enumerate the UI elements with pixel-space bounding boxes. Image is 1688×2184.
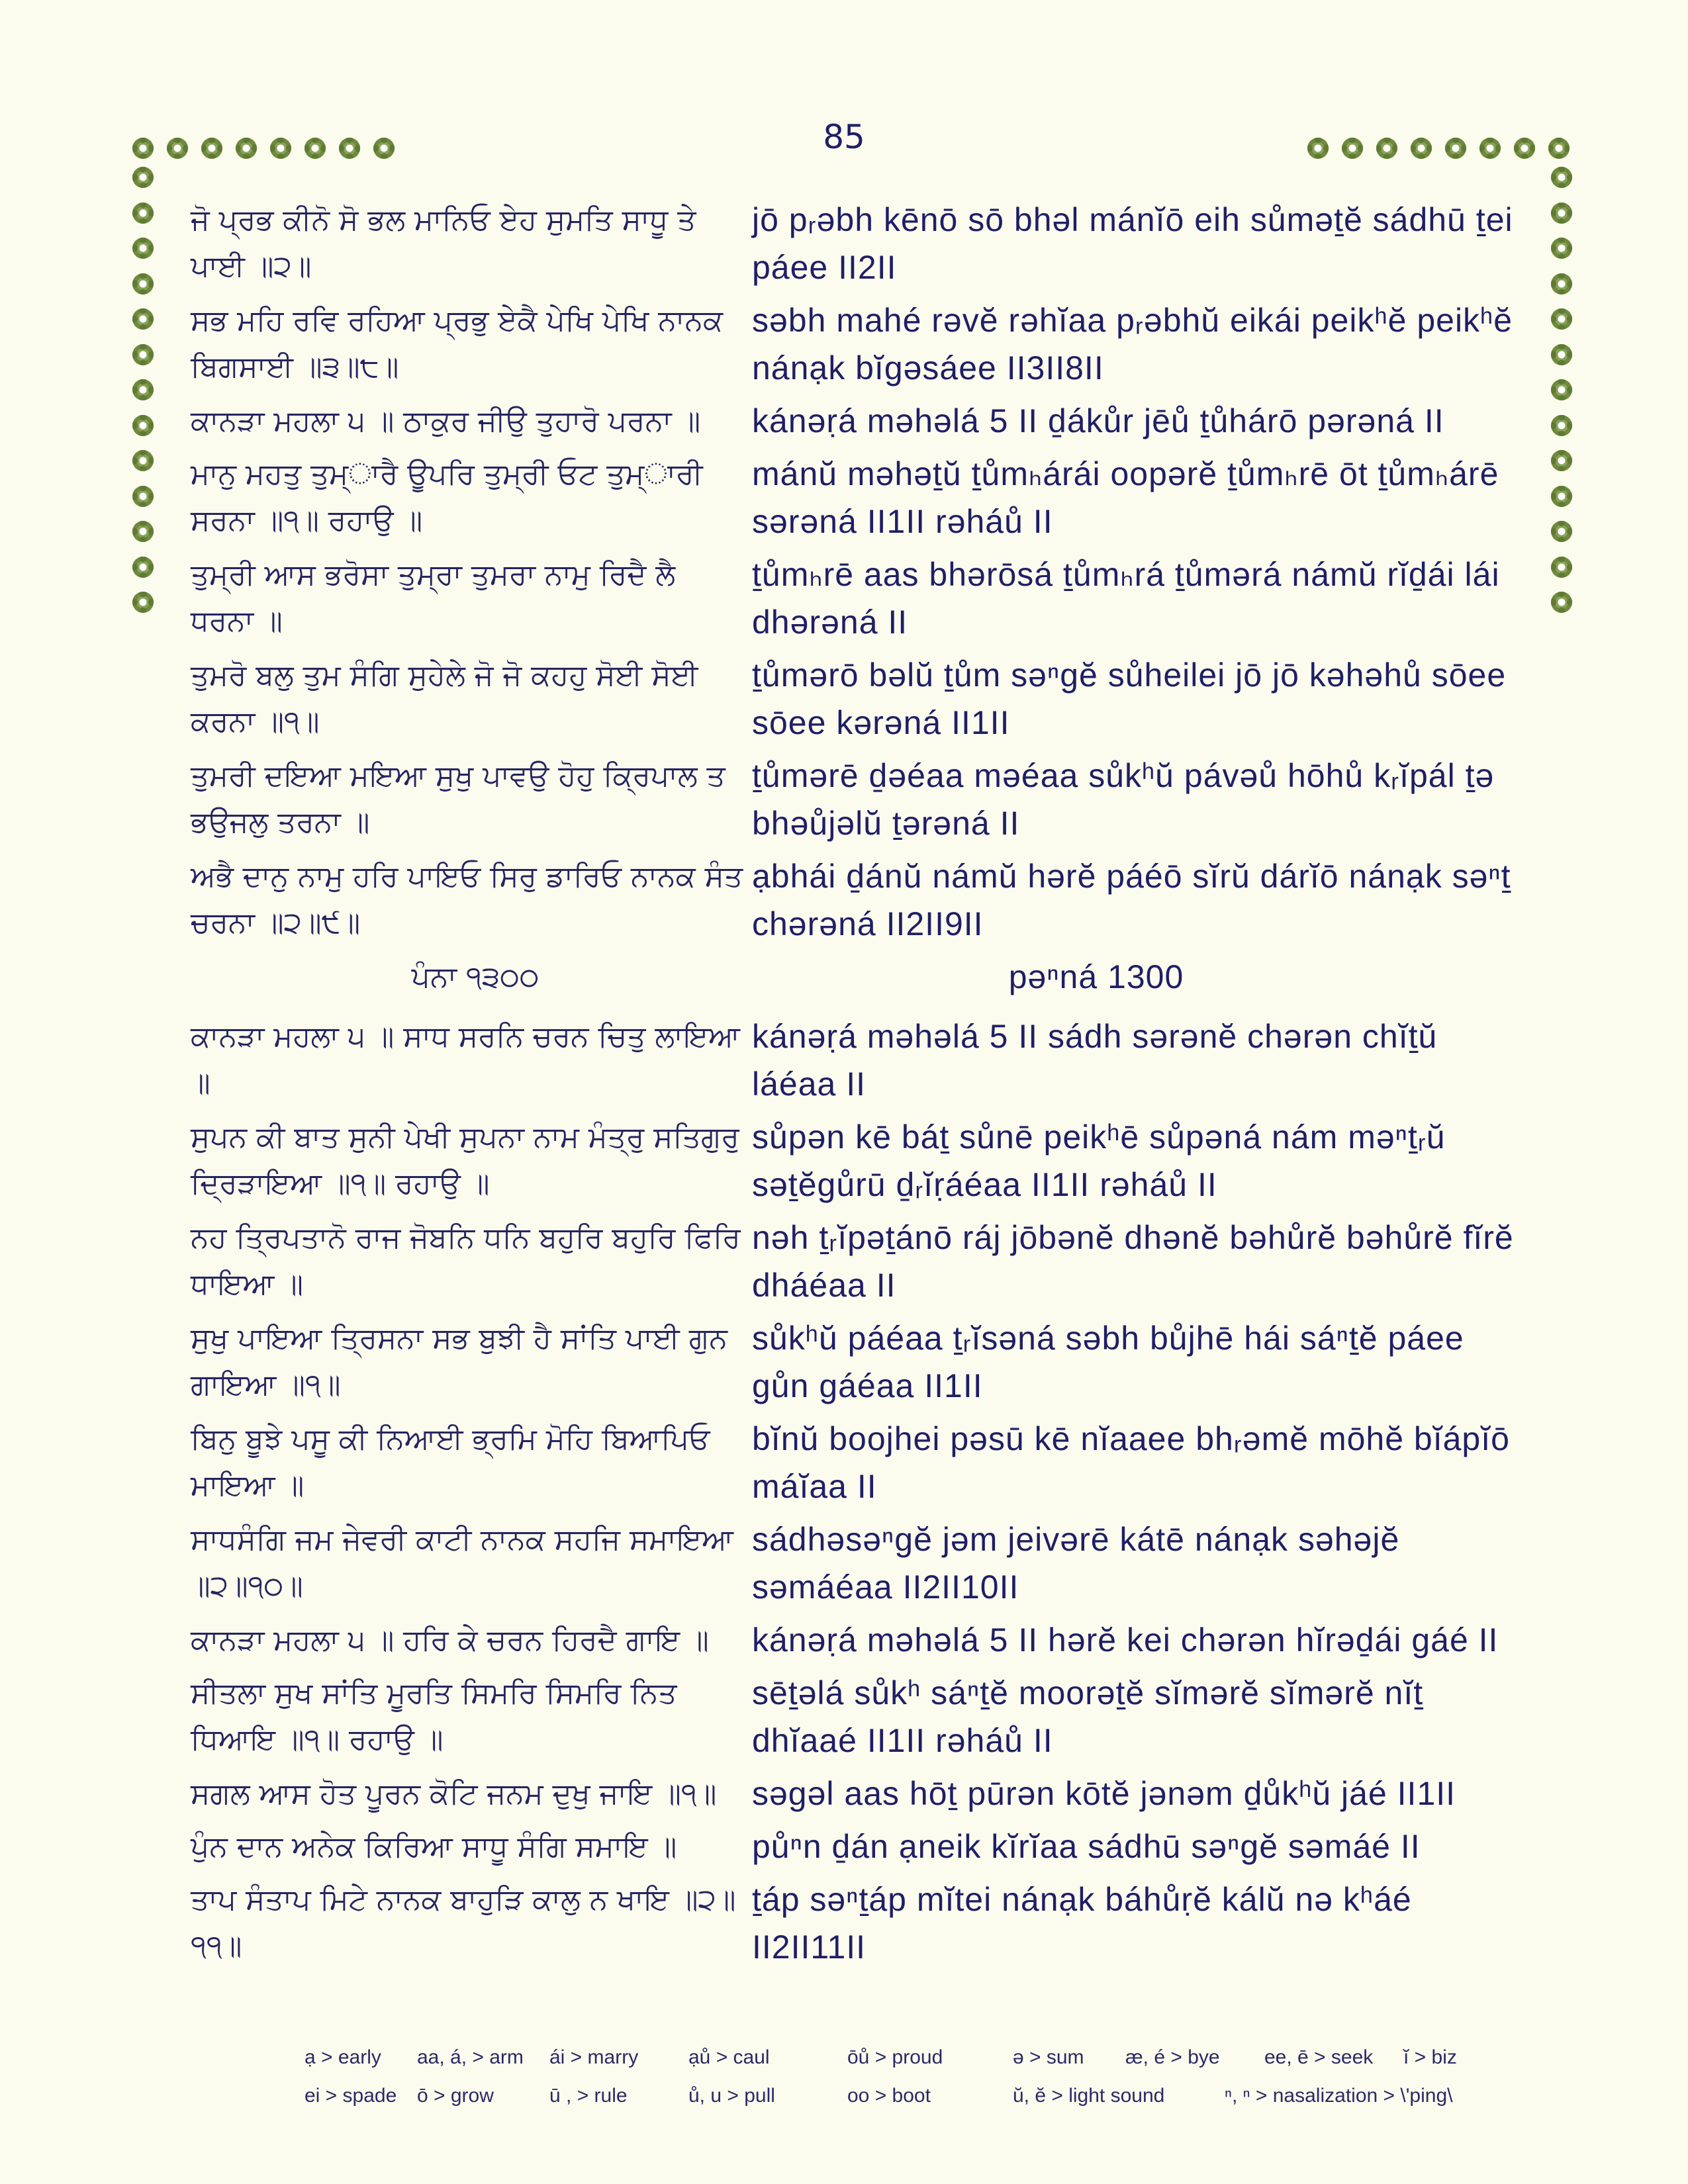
verse-transliteration: kánəṛá məhəlá 5 II ḏákůr jēů ṯůhárō pərəná II [752,402,1444,439]
flower-ornament-icon [1514,138,1535,159]
verse-row [191,551,1528,646]
flower-ornament-icon [270,138,291,159]
verse-gurmukhi: ਤਾਪ ਸੰਤਾਪ ਮਿਟੇ ਨਾਨਕ ਬਾਹੁੜਿ ਕਾਲੁ ਨ ਖਾਇ ॥੨॥੧੧॥ [191,1883,736,1963]
verse-row [191,1516,1528,1611]
verse-content [191,196,1528,1976]
ornament-right-column [1551,167,1572,613]
flower-ornament-icon [1551,450,1572,471]
verse-transliteration: kánəṛá məhəlá 5 II sádh sərənĕ chərən chĭṯŭ láéaa II [752,1018,1438,1103]
page-marker-translit: pəⁿná 1300 [1008,958,1184,995]
flower-ornament-icon [132,415,154,436]
verse-gurmukhi: ਬਿਨੁ ਬੂਝੇ ਪਸੂ ਕੀ ਨਿਆਈ ਭ੍ਰਮਿ ਮੋਹਿ ਬਿਆਪਿਓ ਮਾਇਆ ॥ [191,1422,710,1502]
flower-ornament-icon [132,344,154,365]
verse-transliteration: sádhəsəⁿgĕ jəm jeivərē kátē nánạk səhəjĕ səmáéaa II2II10II [752,1521,1400,1606]
legend-item: ō > grow [417,2085,494,2107]
verse-row [191,450,1528,545]
flower-ornament-icon [236,138,257,159]
flower-ornament-icon [132,486,154,507]
flower-ornament-icon [1551,308,1572,330]
verse-row [191,651,1528,747]
verse-gurmukhi: ਪੁੰਨ ਦਾਨ ਅਨੇਕ ਕਿਰਿਆ ਸਾਧੂ ਸੰਗਿ ਸਮਾਇ ॥ [191,1830,677,1864]
verse-gurmukhi: ਸੁਖੁ ਪਾਇਆ ਤ੍ਰਿਸਨਾ ਸਭ ਬੁਝੀ ਹੈ ਸਾਂਤਿ ਪਾਈ ਗੁਨ ਗਾਇਆ ॥੧॥ [191,1322,727,1402]
verse-gurmukhi: ਕਾਨੜਾ ਮਹਲਾ ੫ ॥ ਸਾਧ ਸਰਨਿ ਚਰਨ ਚਿਤੁ ਲਾਇਆ ॥ [191,1020,740,1100]
verse-gurmukhi: ਸਾਧਸੰਗਿ ਜਮ ਜੇਵਰੀ ਕਾਟੀ ਨਾਨਕ ਸਹਜਿ ਸਮਾਇਆ ॥੨॥੧੦॥ [191,1523,733,1603]
verse-transliteration: ṯůmₕrē aas bhərōsá ṯůmₕrá ṯůmərá námŭ rĭḏái lái dhərəná II [752,556,1500,641]
verse-row [191,752,1528,847]
flower-ornament-icon [132,203,154,224]
legend-item: ee, ē > seek [1264,2046,1374,2068]
flower-ornament-icon [1551,238,1572,259]
flower-ornament-icon [132,450,154,471]
flower-ornament-icon [132,592,154,613]
verse-row [191,1415,1528,1510]
verse-transliteration: mánŭ məhəṯŭ ṯůmₕárái oopərĕ ṯůmₕrē ōt ṯůmₕárē sərəná II1II rəháů II [752,455,1499,540]
verse-transliteration: nəh ṯᵣĭpəṯánō ráj jōbənĕ dhənĕ bəhůrĕ bəhůrĕ fĭrĕ dháéaa II [752,1219,1514,1304]
page-marker [191,953,1528,1001]
verse-transliteration: sůkʰŭ páéaa ṯᵣĭsəná səbh bůjhē hái sáⁿṯĕ páee gůn gáéaa II1II [752,1320,1464,1404]
flower-ornament-icon [1551,167,1572,188]
flower-ornament-icon [1551,344,1572,365]
flower-ornament-icon [132,557,154,578]
flower-ornament-icon [132,308,154,330]
flower-ornament-icon [1551,379,1572,400]
legend-item: oo > boot [847,2085,931,2107]
verse-gurmukhi: ਕਾਨੜਾ ਮਹਲਾ ੫ ॥ ਠਾਕੁਰ ਜੀਉ ਤੁਹਾਰੋ ਪਰਨਾ ॥ [191,404,701,438]
legend-item: ei > spade [305,2085,397,2107]
verse-row [191,1113,1528,1208]
verse-gurmukhi: ਨਹ ਤ੍ਰਿਪਤਾਨੋ ਰਾਜ ਜੋਬਨਿ ਧਨਿ ਬਹੁਰਿ ਬਹੁਰਿ ਫਿਰਿ ਧਾਇਆ ॥ [191,1221,741,1301]
verse-transliteration: sēṯəlá sůkʰ sáⁿṯĕ moorəṯĕ sĭmərĕ sĭmərĕ nĭṯ dhĭaaé II1II rəháů II [752,1674,1424,1759]
verse-row [191,296,1528,392]
flower-ornament-icon [1551,273,1572,295]
verse-row [191,1616,1528,1664]
page-marker-gurmukhi: ਪੰਨਾ ੧੩੦੦ [411,960,539,994]
legend-item: aa, á, > arm [417,2046,524,2068]
verse-transliteration: bĭnŭ boojhei pəsū kē nĭaaee bhᵣəmĕ mōhĕ bĭápĭō máĭaa II [752,1420,1510,1505]
verse-gurmukhi: ਸਭ ਮਹਿ ਰਵਿ ਰਹਿਆ ਪ੍ਰਭੁ ਏਕੈ ਪੇਖਿ ਪੇਖਿ ਨਾਨਕ ਬਿਗਸਾਈ ॥੩॥੮॥ [191,304,724,384]
verse-row [191,397,1528,445]
flower-ornament-icon [132,379,154,400]
verse-transliteration: kánəṛá məhəlá 5 II hərĕ kei chərən hĭrəḏái gáé II [752,1621,1499,1659]
verse-transliteration: sůpən kē báṯ sůnē peikʰē sůpəná nám məⁿṯᵣŭ səṯĕgůrū ḏᵣĭṛáéaa II1II rəháů II [752,1118,1446,1203]
verse-transliteration: ạbhái ḏánŭ námŭ hərĕ páéō sĭrŭ dárĭō nánạk səⁿṯ chərəná II2II9II [752,858,1511,942]
flower-ornament-icon [1551,203,1572,224]
legend-item: ĭ > biz [1403,2046,1457,2068]
flower-ornament-icon [1548,138,1570,159]
legend-item: ŭ, ĕ > light sound [1013,2085,1165,2107]
verse-gurmukhi: ਜੋ ਪ੍ਰਭ ਕੀਨੋ ਸੋ ਭਲ ਮਾਨਿਓ ਏਹ ਸੁਮਤਿ ਸਾਧੂ ਤੇ ਪਾਈ ॥੨॥ [191,203,696,283]
legend-item: ạ > early [305,2046,381,2068]
verse-transliteration: səgəl aas hōṯ pūrən kōtĕ jənəm ḏůkʰŭ jáé II1II [752,1775,1456,1812]
legend-item: ōů > proud [847,2046,943,2068]
flower-ornament-icon [1376,138,1397,159]
verse-gurmukhi: ਤੁਮ੍ਰੀ ਆਸ ਭਰੋਸਾ ਤੁਮ੍ਰਾ ਤੁਮਰਾ ਨਾਮੁ ਰਿਦੈ ਲੈ ਧਰਨਾ ॥ [191,558,676,638]
verse-gurmukhi: ਸੀਤਲਾ ਸੁਖ ਸਾਂਤਿ ਮੂਰਤਿ ਸਿਮਰਿ ਸਿਮਰਿ ਨਿਤ ਧਿਆਇ ॥੧॥ ਰਹਾਉ ॥ [191,1676,677,1756]
verse-transliteration: səbh mahé rəvĕ rəhĭaa pᵣəbhŭ eikái peikʰĕ peikʰĕ nánạk bĭgəsáee II3II8II [752,302,1513,387]
flower-ornament-icon [305,138,326,159]
flower-ornament-icon [1342,138,1363,159]
flower-ornament-icon [1551,415,1572,436]
verse-transliteration: ṯůmərē ḏəéaa məéaa sůkʰŭ pávəů hōhů kᵣĭpál ṯə bhəůjəlŭ ṯərəná II [752,757,1495,842]
legend-item: ái > marry [549,2046,639,2068]
verse-row [191,1669,1528,1764]
verse-row [191,1770,1528,1817]
flower-ornament-icon [339,138,360,159]
verse-row [191,1876,1528,1971]
flower-ornament-icon [1551,592,1572,613]
ornament-left-column [132,167,154,613]
legend-row-2 [305,2077,1496,2115]
verse-row [191,1214,1528,1309]
verse-list-bottom [191,1013,1528,1971]
legend-item: ⁿ, ⁿ > nasalization > \'ping\ [1225,2085,1453,2107]
flower-ornament-icon [1551,521,1572,542]
flower-ornament-icon [1479,138,1501,159]
legend-item: ə > sum [1013,2046,1084,2068]
legend-row-1 [305,2038,1496,2077]
verse-row [191,1314,1528,1410]
flower-ornament-icon [132,521,154,542]
verse-list-top [191,196,1528,948]
pronunciation-legend [305,2038,1496,2115]
flower-ornament-icon [132,167,154,188]
verse-gurmukhi: ਸਗਲ ਆਸ ਹੋਤ ਪੂਰਨ ਕੋਟਿ ਜਨਮ ਦੁਖੁ ਜਾਇ ॥੧॥ [191,1777,717,1811]
verse-gurmukhi: ਤੁਮਰੀ ਦਇਆ ਮਇਆ ਸੁਖੁ ਪਾਵਉ ਹੋਹੁ ਕ੍ਰਿਪਾਲ ਤ ਭਉਜਲੁ ਤਰਨਾ ॥ [191,759,726,839]
verse-gurmukhi: ਅਭੈ ਦਾਨੁ ਨਾਮੁ ਹਰਿ ਪਾਇਓ ਸਿਰੁ ਡਾਰਿਓ ਨਾਨਕ ਸੰਤ ਚਰਨਾ ॥੨॥੯॥ [191,860,743,940]
verse-gurmukhi: ਤੁਮਰੋ ਬਲੁ ਤੁਮ ਸੰਗਿ ਸੁਹੇਲੇ ਜੋ ਜੋ ਕਹਹੁ ਸੋਈ ਸੋਈ ਕਰਨਾ ॥੧॥ [191,659,698,739]
legend-item: ū , > rule [549,2085,628,2107]
flower-ornament-icon [1551,557,1572,578]
verse-row [191,1013,1528,1108]
verse-transliteration: ṯáp səⁿṯáp mĭtei nánạk báhůṛĕ kálŭ nə kʰáé II2II11II [752,1881,1412,1966]
flower-ornament-icon [1307,138,1329,159]
flower-ornament-icon [132,273,154,295]
flower-ornament-icon [1445,138,1466,159]
page-number: 85 [823,118,865,156]
verse-row [191,1823,1528,1870]
legend-item: ů, u > pull [688,2085,775,2107]
flower-ornament-icon [373,138,395,159]
verse-gurmukhi: ਮਾਨੁ ਮਹਤੁ ਤੁਮ੍ਾਰੈ ਊਪਰਿ ਤੁਮ੍ਰੀ ਓਟ ਤੁਮ੍ਾਰੀ ਸਰਨਾ ॥੧॥ ਰਹਾਉ ॥ [191,457,703,537]
flower-ornament-icon [201,138,222,159]
flower-ornament-icon [132,238,154,259]
verse-gurmukhi: ਸੁਪਨ ਕੀ ਬਾਤ ਸੁਨੀ ਪੇਖੀ ਸੁਪਨਾ ਨਾਮ ਮੰਤ੍ਰੁ ਸਤਿਗੁਰੁ ਦ੍ਰਿੜਾਇਆ ॥੧॥ ਰਹਾਉ ॥ [191,1120,739,1201]
flower-ornament-icon [1551,486,1572,507]
ornament-top-right [1307,138,1570,159]
verse-row [191,852,1528,948]
verse-transliteration: jō pᵣəbh kēnō sō bhəl mánĭō eih sůməṯĕ sádhū ṯei páee II2II [752,201,1513,286]
verse-gurmukhi: ਕਾਨੜਾ ਮਹਲਾ ੫ ॥ ਹਰਿ ਕੇ ਚਰਨ ਹਿਰਦੈ ਗਾਇ ॥ [191,1623,709,1657]
verse-transliteration: půⁿn ḏán ạneik kĭrĭaa sádhū səⁿgĕ səmáé II [752,1828,1421,1865]
flower-ornament-icon [167,138,188,159]
verse-row [191,196,1528,291]
legend-item: ạů > caul [688,2046,770,2068]
legend-item: æ, é > bye [1125,2046,1220,2068]
flower-ornament-icon [132,138,154,159]
ornament-top-left [132,138,395,159]
verse-transliteration: ṯůmərō bəlŭ ṯům səⁿgĕ sůheilei jō jō kəhəhů sōee sōee kərəná II1II [752,657,1507,741]
flower-ornament-icon [1411,138,1432,159]
